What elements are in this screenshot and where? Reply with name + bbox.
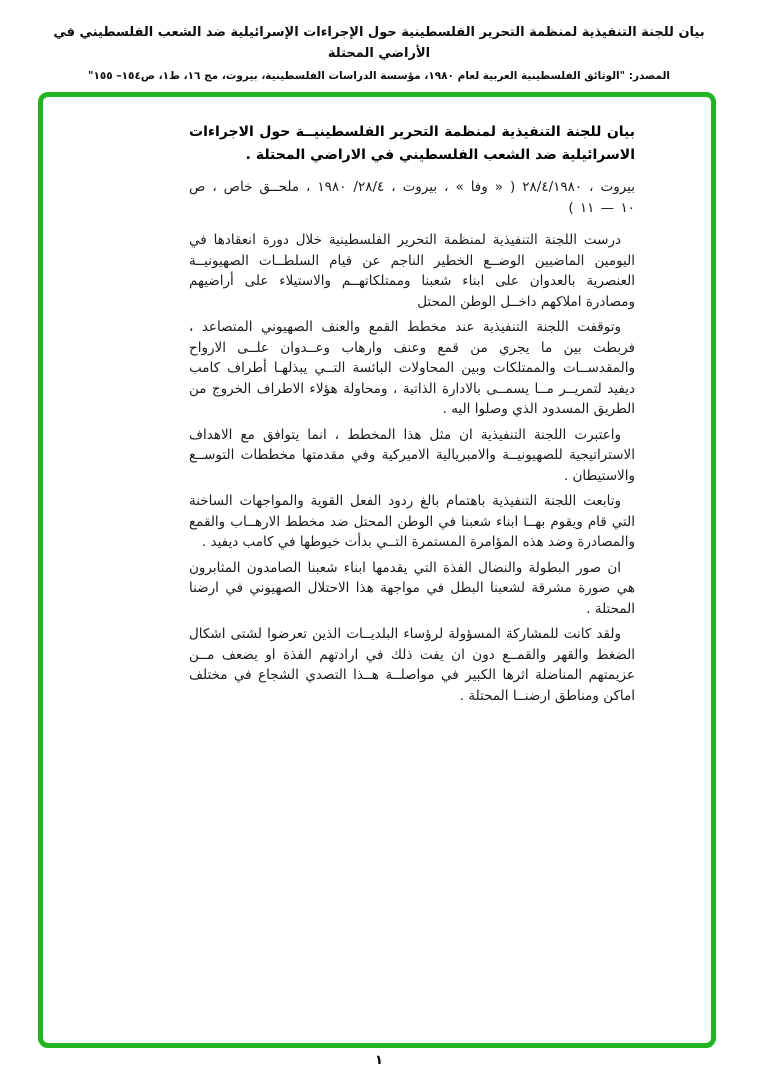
highlight-frame [38, 92, 716, 1048]
statement-paragraph: درست اللجنة التنفيذية لمنظمة التحرير الفلسطينية خلال دورة انعقادها في اليومين الماضيين الوضــع الخطير الناجم عن قيام السلطــات الصهيونيــة العنصرية بالعدوان على ابناء شعبنا وممتلكاتهــم والاستيلاء على أراضيهم ومصادرة املاكهم داخــل الوطن المحتل [189, 232, 635, 310]
document-body [189, 121, 635, 711]
statement-paragraph: ان صور البطولة والنضال الفذة التي يقدمها ابناء شعبنا الصامدون المثابرون هي صورة مشرقة لشعبنا البطل في مواجهة هذا الاحتلال الصهيوني في ارضنا المحتلة . [189, 559, 635, 617]
statement-paragraph: ولقد كانت للمشاركة المسؤولة لرؤساء البلديــات الذين تعرضوا لشتى اشكال الضغط والقهر والقمــع دون ان يفت ذلك في ارادتهم الفذة او يضعف مــن عزيمتهم المناضلة اثرها الكبير في مواصلــة هــذا التصدي الشجاع في مختلف اماكن ومناطق ارضنــا المحتلة . [189, 626, 635, 704]
header-title: بيان للجنة التنفيذية لمنظمة التحرير الفلسطينية حول الإجراءات الإسرائيلية ضد الشعب الفلسطيني في الأراضي المحتلة [53, 25, 705, 62]
statement-paragraph: وتوقفت اللجنة التنفيذية عند مخطط القمع والعنف الصهيوني المتصاعد ، فربطت بين ما يجري من قمع وعنف وارهاب وعــدوان علــى الارواح والمقدســات والممتلكات وبين المحاولات البائسة التــي يبذلهـا أطراف كامب ديفيد لتمريــر مــا يسمــى بالادارة الذاتية ، ومحاولة هؤلاء الاطراف الخروج من الطريق المسدود الذي وصلوا اليه . [189, 319, 635, 417]
header-source-line: المصدر: "الوثائق الفلسطينية العربية لعام ١٩٨٠، مؤسسة الدراسات الفلسطينية، بيروت، مج ١٦، ط١، ص١٥٤– ١٥٥" [88, 69, 670, 82]
statement-paragraph: واعتبرت اللجنة التنفيذية ان مثل هذا المخطط ، انما يتوافق مع الاهداف الاستراتيجية للصهيونيــة والامبريالية الاميركية وفي مقدمتها مخططات التوســع والاستيطان . [189, 426, 635, 484]
page-number: ١ [375, 1053, 383, 1068]
statement-dateline: بيروت ، ٢٨/٤/١٩٨٠ ( « وفا » ، بيروت ، ٢٨/٤/ ١٩٨٠ ، ملحــق خاص ، ص ١٠ — ١١ ) [189, 179, 636, 216]
statement-title: بيان للجنة التنفيذية لمنظمة التحرير الفلسطينيــة حول الاجراءات الاسرائيلية ضد الشعب الفلسطيني في الاراضي المحتلة . [189, 124, 635, 163]
statement-paragraph: وتابعت اللجنة التنفيذية باهتمام بالغ ردود الفعل القوية والمواجهات الساخنة التي قام ويقوم بهــا ابناء شعبنا في الوطن المحتل ضد مخطط الارهــاب والقمع والمصادرة وضد هذه المؤامرة المستمرة التــي بدأت خيوطها في كامب ديفيد . [189, 493, 635, 550]
document-header [38, 22, 720, 82]
